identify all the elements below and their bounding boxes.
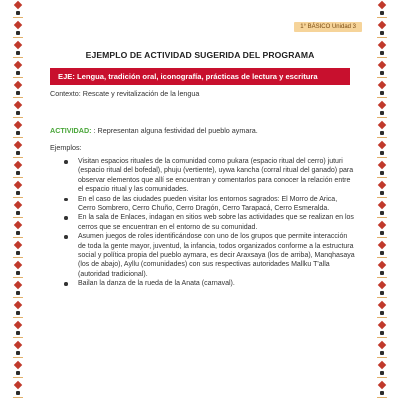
tick-icon [13, 297, 23, 298]
list-item-text: Asumen juegos de roles identificándose con uno de los grupos que permite interacción de toda la gente mayor, juventud, la infancia, todos organizados conforme a la estructura social y política propia del pueblo aymara, es decir Araxsaya (los de arriba), Manqhasaya (los de abajo), Ayllu (comunidades) con sus respectivas autoridades Mallku T'alla (autoridad tradicional). [78, 233, 355, 278]
border-motif-icon [376, 380, 388, 400]
border-motif-icon [376, 220, 388, 240]
contexto-text: Contexto: Rescate y revitalización de la lengua [50, 89, 200, 98]
list-item-text: Visitan espacios rituales de la comunidad como pukara (espacio ritual del cerro) juturi (espacio ritual del bofedal), phuju (vertiente), uywa kancha (corral ritual del ganado) para observar elementos que allí se encuentran y comentarlos para conocer la relación entre el espacio ritual y las comunidades. [78, 158, 354, 194]
dot-icon [380, 191, 384, 195]
diamond-icon [14, 241, 22, 249]
actividad-label: ACTIVIDAD: [50, 126, 92, 135]
dot-icon [16, 351, 20, 355]
border-motif-icon [12, 380, 24, 400]
tick-icon [13, 337, 23, 338]
diamond-icon [378, 381, 386, 389]
diamond-icon [378, 261, 386, 269]
tick-icon [377, 297, 387, 298]
diamond-icon [14, 121, 22, 129]
dot-icon [380, 391, 384, 395]
dot-icon [380, 171, 384, 175]
dot-icon [380, 11, 384, 15]
border-motif-icon [376, 40, 388, 60]
border-motif-icon [12, 240, 24, 260]
tick-icon [377, 197, 387, 198]
list-item [64, 232, 356, 279]
border-motif-icon [12, 320, 24, 340]
diamond-icon [14, 301, 22, 309]
dot-icon [16, 331, 20, 335]
diamond-icon [378, 221, 386, 229]
ejemplos-heading: Ejemplos: [50, 143, 82, 152]
diamond-icon [378, 161, 386, 169]
border-motif-icon [12, 280, 24, 300]
tick-icon [377, 277, 387, 278]
bullet-icon [64, 235, 68, 239]
border-motif-icon [376, 340, 388, 360]
dot-icon [16, 271, 20, 275]
diamond-icon [378, 241, 386, 249]
tick-icon [13, 157, 23, 158]
dot-icon [380, 211, 384, 215]
border-motif-icon [376, 260, 388, 280]
bullet-icon [64, 282, 68, 286]
tick-icon [377, 257, 387, 258]
dot-icon [380, 131, 384, 135]
dot-icon [16, 191, 20, 195]
tick-icon [377, 157, 387, 158]
actividad-text: : Representan alguna festividad del pueblo aymara. [91, 126, 258, 135]
border-motif-icon [12, 200, 24, 220]
dot-icon [16, 291, 20, 295]
border-motif-icon [376, 240, 388, 260]
list-item-text: En el caso de las ciudades pueden visitar los entornos sagrados: El Morro de Arica, Cerro Sombrero, Cerro Chuño, Cerro Dragón, Cerro Tarapacá, Cerro Esmeralda. [78, 195, 338, 213]
dot-icon [16, 231, 20, 235]
tick-icon [13, 237, 23, 238]
tick-icon [13, 97, 23, 98]
border-motif-icon [12, 140, 24, 160]
diamond-icon [378, 361, 386, 369]
diamond-icon [378, 101, 386, 109]
diamond-icon [378, 81, 386, 89]
diamond-icon [14, 41, 22, 49]
diamond-icon [14, 381, 22, 389]
list-item-text: Bailan la danza de la rueda de la Anata (carnaval). [78, 280, 235, 288]
dot-icon [16, 51, 20, 55]
dot-icon [380, 291, 384, 295]
diamond-icon [14, 141, 22, 149]
border-motif-icon [12, 60, 24, 80]
ejemplos-list [64, 157, 356, 289]
dot-icon [16, 91, 20, 95]
border-motif-icon [12, 180, 24, 200]
border-motif-icon [12, 360, 24, 380]
dot-icon [380, 351, 384, 355]
diamond-icon [378, 181, 386, 189]
tick-icon [377, 97, 387, 98]
list-item [64, 279, 356, 288]
list-item [64, 195, 356, 214]
border-motif-icon [12, 300, 24, 320]
diamond-icon [378, 121, 386, 129]
tick-icon [13, 197, 23, 198]
dot-icon [380, 151, 384, 155]
diamond-icon [14, 221, 22, 229]
tick-icon [377, 337, 387, 338]
unit-badge: 1° BÁSICO Unidad 3 [294, 22, 362, 32]
border-motif-icon [376, 180, 388, 200]
diamond-icon [14, 1, 22, 9]
list-item [64, 157, 356, 195]
dot-icon [16, 251, 20, 255]
left-decorative-border [11, 0, 25, 400]
diamond-icon [378, 321, 386, 329]
border-motif-icon [376, 300, 388, 320]
tick-icon [377, 397, 387, 398]
dot-icon [380, 271, 384, 275]
border-motif-icon [12, 340, 24, 360]
border-motif-icon [12, 100, 24, 120]
bullet-icon [64, 160, 68, 164]
tick-icon [377, 137, 387, 138]
tick-icon [377, 37, 387, 38]
tick-icon [377, 177, 387, 178]
dot-icon [380, 91, 384, 95]
diamond-icon [378, 341, 386, 349]
tick-icon [13, 57, 23, 58]
dot-icon [380, 111, 384, 115]
list-item-text: En la sala de Enlaces, indagan en sitios web sobre las actividades que se realizan en los cerros que se encuentran en el entorno de su comunidad. [78, 214, 354, 231]
tick-icon [13, 117, 23, 118]
diamond-icon [14, 341, 22, 349]
dot-icon [380, 311, 384, 315]
dot-icon [16, 151, 20, 155]
dot-icon [380, 31, 384, 35]
diamond-icon [14, 61, 22, 69]
border-motif-icon [12, 40, 24, 60]
right-decorative-border [375, 0, 389, 400]
border-motif-icon [376, 20, 388, 40]
dot-icon [16, 371, 20, 375]
dot-icon [16, 131, 20, 135]
tick-icon [13, 357, 23, 358]
border-motif-icon [376, 120, 388, 140]
border-motif-icon [12, 20, 24, 40]
border-motif-icon [12, 260, 24, 280]
tick-icon [377, 357, 387, 358]
border-motif-icon [12, 220, 24, 240]
border-motif-icon [376, 80, 388, 100]
diamond-icon [378, 41, 386, 49]
border-motif-icon [376, 60, 388, 80]
dot-icon [380, 71, 384, 75]
diamond-icon [378, 201, 386, 209]
border-motif-icon [376, 360, 388, 380]
tick-icon [377, 117, 387, 118]
diamond-icon [14, 181, 22, 189]
border-motif-icon [376, 160, 388, 180]
dot-icon [16, 391, 20, 395]
diamond-icon [378, 21, 386, 29]
border-motif-icon [12, 160, 24, 180]
border-motif-icon [376, 100, 388, 120]
tick-icon [377, 17, 387, 18]
diamond-icon [14, 161, 22, 169]
tick-icon [13, 317, 23, 318]
diamond-icon [378, 281, 386, 289]
diamond-icon [378, 141, 386, 149]
dot-icon [380, 51, 384, 55]
diamond-icon [14, 361, 22, 369]
border-motif-icon [12, 120, 24, 140]
tick-icon [377, 377, 387, 378]
dot-icon [16, 71, 20, 75]
border-motif-icon [376, 280, 388, 300]
dot-icon [16, 11, 20, 15]
tick-icon [377, 57, 387, 58]
dot-icon [380, 331, 384, 335]
diamond-icon [378, 1, 386, 9]
tick-icon [13, 37, 23, 38]
border-motif-icon [12, 0, 24, 20]
list-item [64, 213, 356, 232]
dot-icon [16, 31, 20, 35]
tick-icon [13, 257, 23, 258]
tick-icon [13, 77, 23, 78]
dot-icon [16, 311, 20, 315]
diamond-icon [378, 301, 386, 309]
tick-icon [13, 397, 23, 398]
border-motif-icon [376, 0, 388, 20]
eje-banner: EJE: Lengua, tradición oral, iconografía, prácticas de lectura y escritura [50, 68, 350, 85]
border-motif-icon [376, 320, 388, 340]
tick-icon [377, 237, 387, 238]
tick-icon [13, 137, 23, 138]
page-title: EJEMPLO DE ACTIVIDAD SUGERIDA DEL PROGRAMA [85, 50, 315, 60]
tick-icon [377, 317, 387, 318]
diamond-icon [378, 61, 386, 69]
dot-icon [16, 111, 20, 115]
dot-icon [380, 371, 384, 375]
bullet-icon [64, 216, 68, 220]
dot-icon [16, 171, 20, 175]
diamond-icon [14, 21, 22, 29]
diamond-icon [14, 281, 22, 289]
tick-icon [13, 17, 23, 18]
border-motif-icon [376, 200, 388, 220]
actividad-line [50, 126, 258, 135]
tick-icon [13, 177, 23, 178]
diamond-icon [14, 101, 22, 109]
tick-icon [13, 277, 23, 278]
dot-icon [16, 211, 20, 215]
tick-icon [13, 377, 23, 378]
bullet-icon [64, 198, 68, 202]
tick-icon [13, 217, 23, 218]
diamond-icon [14, 201, 22, 209]
dot-icon [380, 251, 384, 255]
diamond-icon [14, 81, 22, 89]
border-motif-icon [376, 140, 388, 160]
tick-icon [377, 217, 387, 218]
border-motif-icon [12, 80, 24, 100]
dot-icon [380, 231, 384, 235]
diamond-icon [14, 321, 22, 329]
tick-icon [377, 77, 387, 78]
diamond-icon [14, 261, 22, 269]
